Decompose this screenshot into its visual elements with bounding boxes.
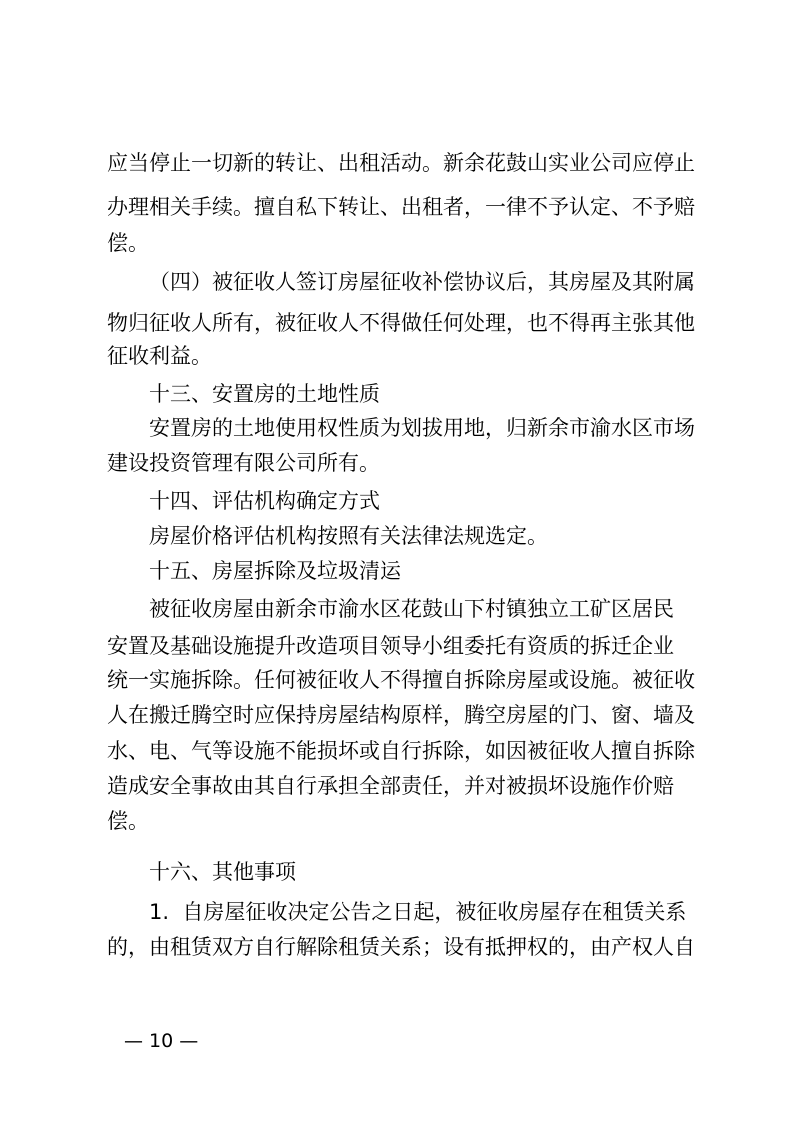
paragraph-first-line: 被征收房屋由新余市渝水区花鼓山下村镇独立工矿区居民 — [149, 597, 674, 621]
paragraph-first-line: （四）被征收人签订房屋征收补偿协议后，其房屋及其附属 — [149, 270, 695, 294]
section-heading: 十五、房屋拆除及垃圾清运 — [149, 559, 401, 583]
body-text-line: 物归征收人所有，被征收人不得做任何处理，也不得再主张其他 — [107, 311, 695, 335]
body-text-line: 建设投资管理有限公司所有。 — [107, 451, 380, 475]
body-text-line: 应当停止一切新的转让、出租活动。新余花鼓山实业公司应停止 — [107, 151, 695, 175]
body-text-line: 偿。 — [107, 231, 149, 255]
section-heading: 十六、其他事项 — [149, 860, 296, 884]
body-text-line: 水、电、气等设施不能损坏或自行拆除，如因被征收人擅自拆除 — [107, 739, 695, 763]
body-text-line: 造成安全事故由其自行承担全部责任，并对被损坏设施作价赔 — [107, 774, 674, 798]
body-text-line: 安置及基础设施提升改造项目领导小组委托有资质的拆迁企业 — [107, 634, 674, 658]
section-heading: 十三、安置房的土地性质 — [149, 382, 380, 406]
body-text-line: 偿。 — [107, 809, 149, 833]
body-text-line: 征收利益。 — [107, 344, 212, 368]
body-text-line: 人在搬迁腾空时应保持房屋结构原样，腾空房屋的门、窗、墙及 — [107, 703, 695, 727]
body-text-line: 的，由租赁双方自行解除租赁关系；设有抵押权的，由产权人自 — [107, 935, 695, 959]
section-heading: 十四、评估机构确定方式 — [149, 489, 380, 513]
paragraph-first-line: 房屋价格评估机构按照有关法律法规选定。 — [149, 524, 548, 548]
paragraph-first-line: 安置房的土地使用权性质为划拔用地，归新余市渝水区市场 — [149, 416, 695, 440]
body-text-line: 统一实施拆除。任何被征收人不得擅自拆除房屋或设施。被征收 — [107, 668, 695, 692]
body-text-line: 办理相关手续。擅自私下转让、出租者，一律不予认定、不予赔 — [107, 195, 695, 219]
paragraph-first-line: 1. 自房屋征收决定公告之日起，被征收房屋存在租赁关系 — [149, 900, 687, 924]
page-number: — 10 — — [124, 1030, 199, 1052]
